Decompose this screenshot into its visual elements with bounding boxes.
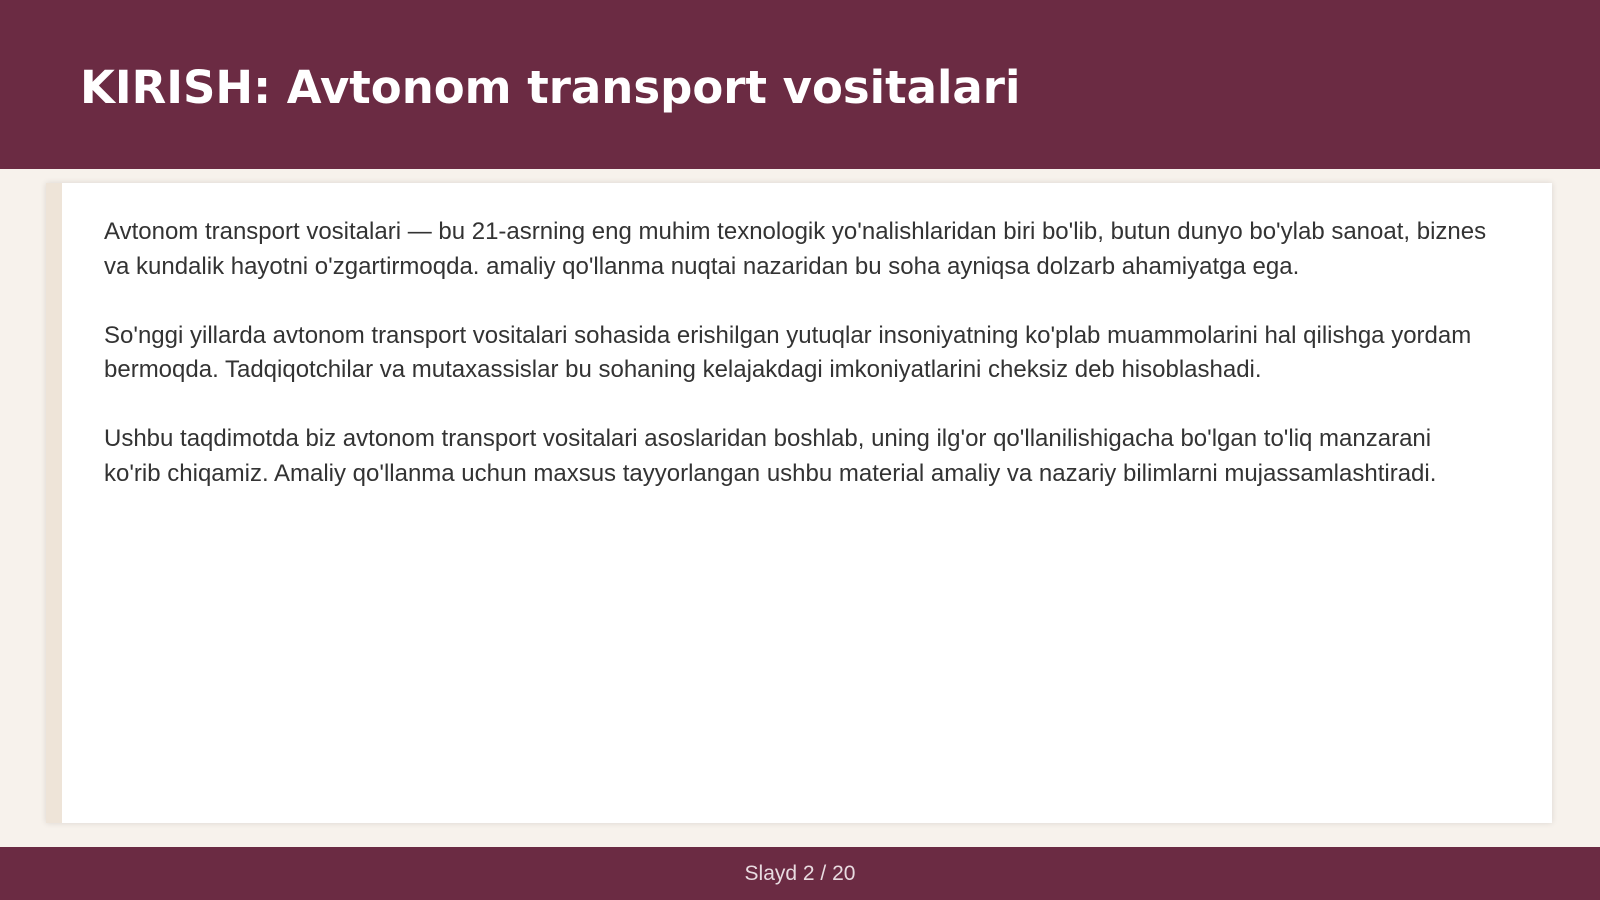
paragraph: Ushbu taqdimotda biz avtonom transport vositalari asoslaridan boshlab, uning ilg'or qo'llanilishigacha bo'lgan to'liq manzarani ko'rib chiqamiz. Amaliy qo'llanma uchun maxsus tayyorlangan ushbu material amaliy va nazariy bilimlarni mujassamlashtiradi. xyxy=(104,425,1437,487)
slide-header xyxy=(0,0,1600,169)
slide-title: KIRISH: Avtonom transport vositalari xyxy=(80,61,1021,114)
paragraph: Avtonom transport vositalari — bu 21-asrning eng muhim texnologik yo'nalishlaridan biri bo'lib, butun dunyo bo'ylab sanoat, biznes va kundalik hayotni o'zgartirmoqda. amaliy qo'llanma nuqtai nazaridan bu soha ayniqsa dolzarb ahamiyatga ega. xyxy=(104,218,1487,280)
content-card xyxy=(46,183,1552,823)
content-body xyxy=(104,215,1494,526)
slide-counter: Slayd 2 / 20 xyxy=(744,862,856,885)
paragraph: So'nggi yillarda avtonom transport vositalari sohasida erishilgan yutuqlar insoniyatning ko'plab muammolarini hal qilishga yordam bermoqda. Tadqiqotchilar va mutaxassislar bu sohaning kelajakdagi imkoniyatlarini cheksiz deb hisoblashadi. xyxy=(104,321,1472,383)
slide-footer xyxy=(0,847,1600,900)
